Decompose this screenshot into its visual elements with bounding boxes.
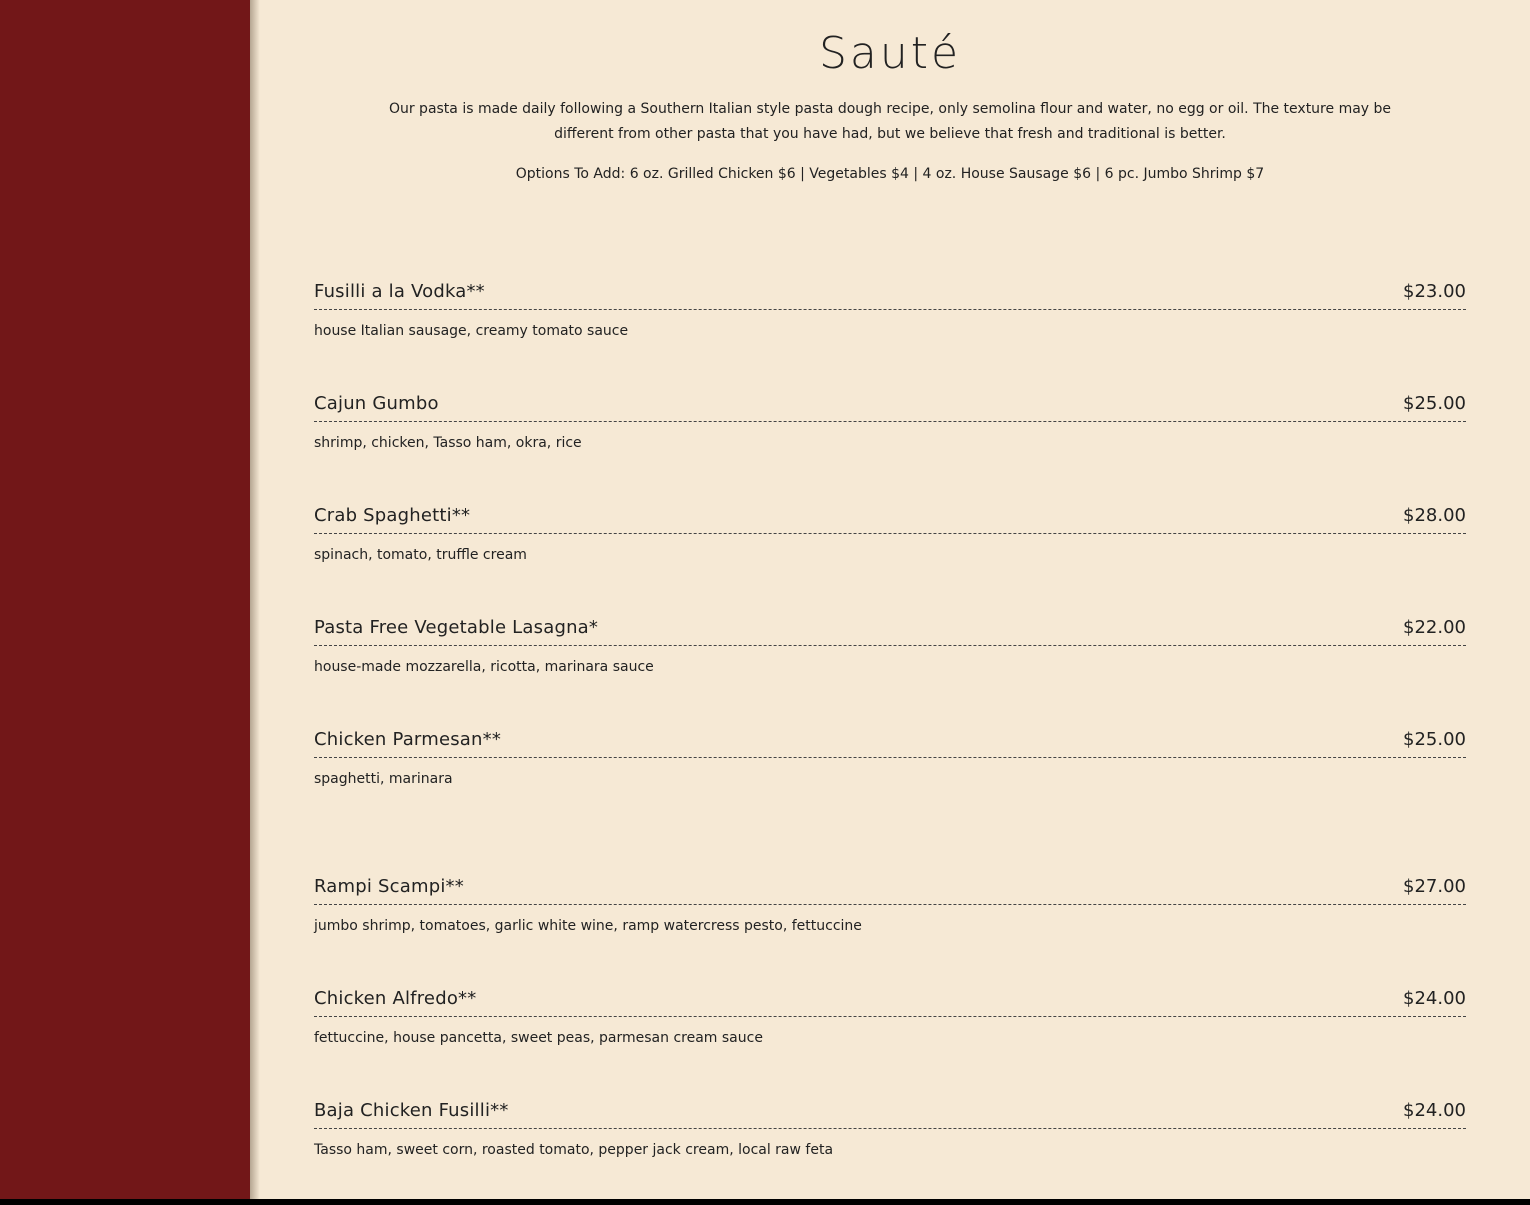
menu-item	[314, 982, 1466, 1046]
menu-item-price: $28.00	[1403, 505, 1466, 526]
menu-item-name: Pasta Free Vegetable Lasagna*	[314, 617, 599, 638]
menu-item-header	[314, 275, 1466, 310]
menu-item-header	[314, 870, 1466, 905]
menu-item-name: Fusilli a la Vodka**	[314, 281, 485, 302]
menu-item-price: $25.00	[1403, 393, 1466, 414]
menu-item-header	[314, 387, 1466, 422]
menu-item-description: Tasso ham, sweet corn, roasted tomato, pepper jack cream, local raw feta	[314, 1142, 834, 1158]
menu-item-name: Rampi Scampi**	[314, 876, 464, 897]
menu-item-price: $25.00	[1403, 729, 1466, 750]
sidebar-shadow	[250, 0, 260, 1199]
menu-item-description: spaghetti, marinara	[314, 771, 453, 787]
menu-item-name: Chicken Parmesan**	[314, 729, 502, 750]
menu-item-header	[314, 611, 1466, 646]
menu-item-name: Crab Spaghetti**	[314, 505, 471, 526]
menu-item	[314, 1094, 1466, 1158]
menu-item	[314, 723, 1466, 787]
menu-item-price: $27.00	[1403, 876, 1466, 897]
menu-item	[314, 870, 1466, 934]
section-intro: Our pasta is made daily following a Southern Italian style pasta dough recipe, only semolina flour and water, no egg or oil. The texture may be different from other pasta that you have had, but we believe that fresh and traditional is better.	[388, 101, 1392, 142]
menu-item-price: $23.00	[1403, 281, 1466, 302]
menu-item-header	[314, 1094, 1466, 1129]
menu-item-header	[314, 982, 1466, 1017]
add-on-options: Options To Add: 6 oz. Grilled Chicken $6 | Vegetables $4 | 4 oz. House Sausage $6 | 6 pc. Jumbo Shrimp $7	[515, 166, 1265, 182]
section-title: Sauté	[818, 28, 962, 79]
menu-item	[314, 275, 1466, 339]
menu-item-name: Baja Chicken Fusilli**	[314, 1100, 509, 1121]
menu-item-description: house-made mozzarella, ricotta, marinara sauce	[314, 659, 654, 675]
menu-item-header	[314, 499, 1466, 534]
menu-item-price: $24.00	[1403, 988, 1466, 1009]
menu-item-name: Cajun Gumbo	[314, 393, 439, 414]
menu-item	[314, 499, 1466, 563]
menu-item-description: house Italian sausage, creamy tomato sauce	[314, 323, 629, 339]
menu-item-name: Chicken Alfredo**	[314, 988, 477, 1009]
menu-item-description: fettuccine, house pancetta, sweet peas, parmesan cream sauce	[314, 1030, 763, 1046]
sidebar	[0, 0, 250, 1199]
menu-item-description: shrimp, chicken, Tasso ham, okra, rice	[314, 435, 582, 451]
menu-item	[314, 387, 1466, 451]
menu-item-header	[314, 723, 1466, 758]
menu-item-description: spinach, tomato, truffle cream	[314, 547, 527, 563]
menu-item-price: $24.00	[1403, 1100, 1466, 1121]
menu-item	[314, 611, 1466, 675]
menu-item-description: jumbo shrimp, tomatoes, garlic white wine, ramp watercress pesto, fettuccine	[314, 918, 862, 934]
menu-item-price: $22.00	[1403, 617, 1466, 638]
